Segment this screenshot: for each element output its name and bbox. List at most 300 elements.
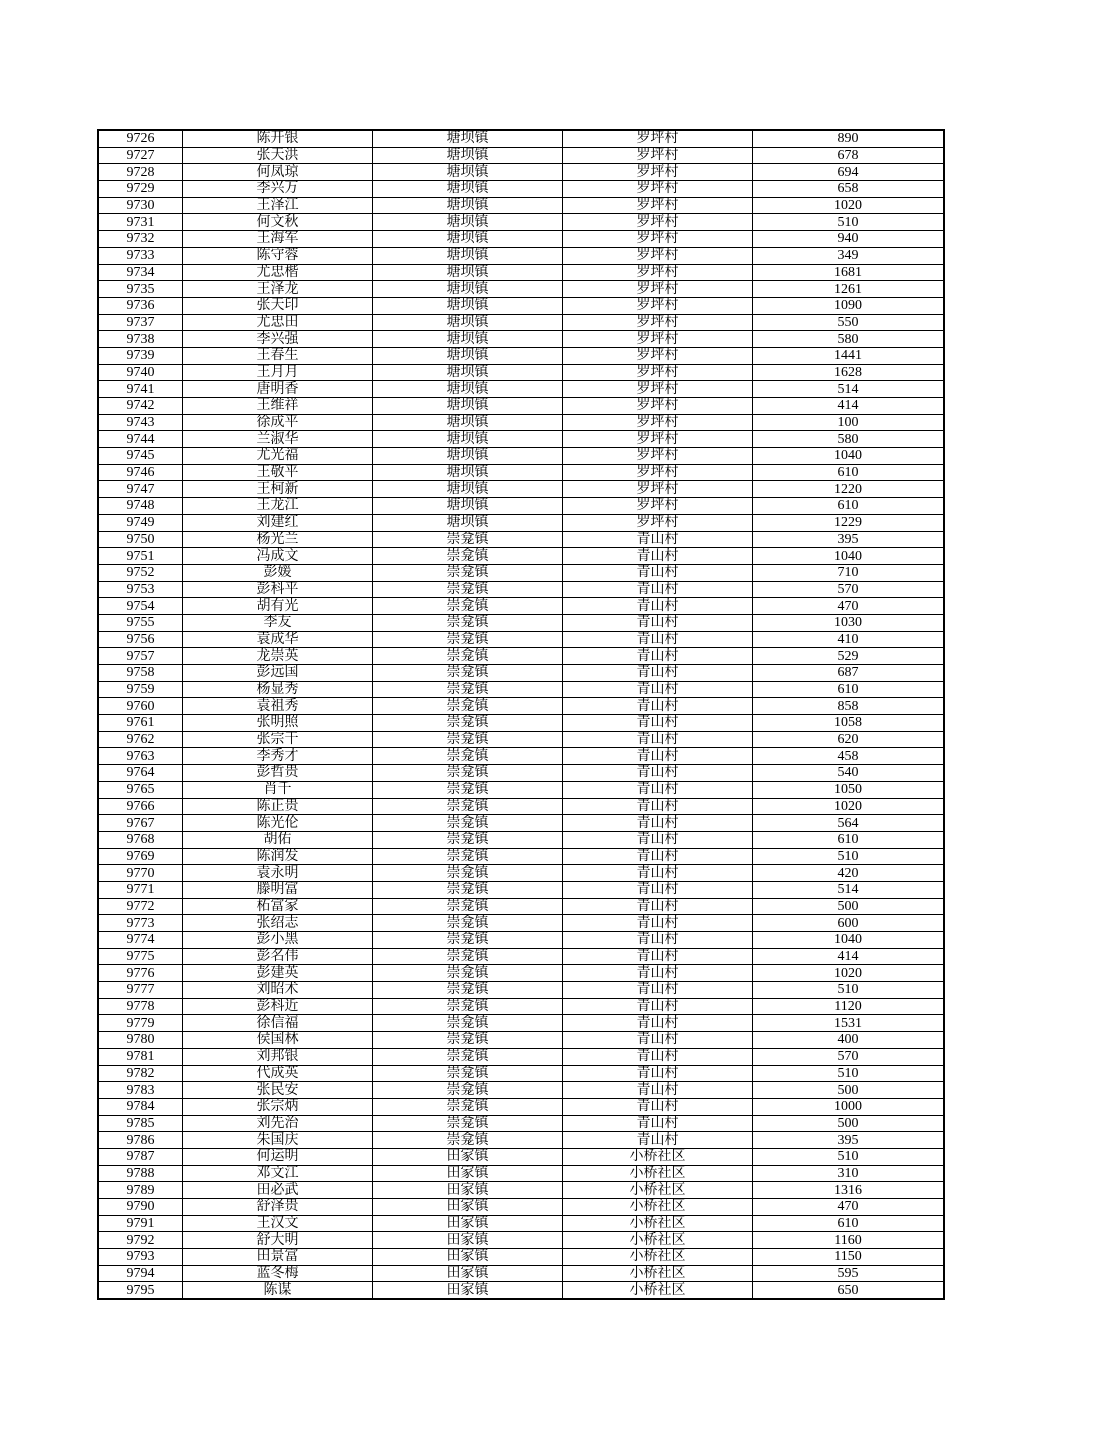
town-cell: 崇龛镇 <box>373 1032 563 1049</box>
town-cell: 田家镇 <box>373 1282 563 1299</box>
town-cell: 田家镇 <box>373 1199 563 1216</box>
village-cell: 罗坪村 <box>563 214 753 231</box>
amount-cell: 510 <box>753 848 945 865</box>
table-row <box>98 965 944 982</box>
amount-cell: 570 <box>753 1048 945 1065</box>
amount-cell: 470 <box>753 598 945 615</box>
town-cell: 崇龛镇 <box>373 1115 563 1132</box>
name-cell: 尤忠楷 <box>183 264 373 281</box>
amount-cell: 349 <box>753 247 945 264</box>
row-number-cell: 9736 <box>98 297 183 314</box>
table-row <box>98 1232 944 1249</box>
amount-cell: 500 <box>753 1115 945 1132</box>
amount-cell: 1316 <box>753 1182 945 1199</box>
name-cell: 蓝冬梅 <box>183 1265 373 1282</box>
name-cell: 刘先治 <box>183 1115 373 1132</box>
name-cell: 何运明 <box>183 1148 373 1165</box>
town-cell: 崇龛镇 <box>373 798 563 815</box>
town-cell: 崇龛镇 <box>373 564 563 581</box>
row-number-cell: 9785 <box>98 1115 183 1132</box>
row-number-cell: 9780 <box>98 1032 183 1049</box>
village-cell: 青山村 <box>563 548 753 565</box>
amount-cell: 1441 <box>753 347 945 364</box>
amount-cell: 514 <box>753 381 945 398</box>
name-cell: 袁成华 <box>183 631 373 648</box>
amount-cell: 1000 <box>753 1098 945 1115</box>
name-cell: 彭远国 <box>183 665 373 682</box>
town-cell: 塘坝镇 <box>373 364 563 381</box>
town-cell: 崇龛镇 <box>373 1065 563 1082</box>
town-cell: 崇龛镇 <box>373 1082 563 1099</box>
village-cell: 青山村 <box>563 1048 753 1065</box>
town-cell: 崇龛镇 <box>373 898 563 915</box>
row-number-cell: 9788 <box>98 1165 183 1182</box>
name-cell: 尤光福 <box>183 448 373 465</box>
name-cell: 王月月 <box>183 364 373 381</box>
name-cell: 舒大明 <box>183 1232 373 1249</box>
amount-cell: 414 <box>753 948 945 965</box>
village-cell: 罗坪村 <box>563 514 753 531</box>
amount-cell: 510 <box>753 1065 945 1082</box>
amount-cell: 610 <box>753 831 945 848</box>
town-cell: 崇龛镇 <box>373 881 563 898</box>
town-cell: 崇龛镇 <box>373 1048 563 1065</box>
village-cell: 青山村 <box>563 614 753 631</box>
row-number-cell: 9741 <box>98 381 183 398</box>
amount-cell: 550 <box>753 314 945 331</box>
row-number-cell: 9740 <box>98 364 183 381</box>
table-row <box>98 1015 944 1032</box>
name-cell: 王维祥 <box>183 398 373 415</box>
name-cell: 袁祖秀 <box>183 698 373 715</box>
amount-cell: 529 <box>753 648 945 665</box>
town-cell: 塘坝镇 <box>373 297 563 314</box>
amount-cell: 1040 <box>753 448 945 465</box>
town-cell: 塘坝镇 <box>373 414 563 431</box>
town-cell: 塘坝镇 <box>373 197 563 214</box>
town-cell: 崇龛镇 <box>373 998 563 1015</box>
table-row <box>98 514 944 531</box>
row-number-cell: 9727 <box>98 147 183 164</box>
table-row <box>98 498 944 515</box>
town-cell: 崇龛镇 <box>373 1098 563 1115</box>
table-row <box>98 1032 944 1049</box>
village-cell: 青山村 <box>563 965 753 982</box>
name-cell: 王泽江 <box>183 197 373 214</box>
table-row <box>98 130 944 147</box>
name-cell: 李兴强 <box>183 331 373 348</box>
name-cell: 尤忠田 <box>183 314 373 331</box>
town-cell: 崇龛镇 <box>373 932 563 949</box>
name-cell: 王汉文 <box>183 1215 373 1232</box>
table-row <box>98 1148 944 1165</box>
village-cell: 青山村 <box>563 865 753 882</box>
row-number-cell: 9778 <box>98 998 183 1015</box>
row-number-cell: 9761 <box>98 715 183 732</box>
table-row <box>98 865 944 882</box>
name-cell: 王柯新 <box>183 481 373 498</box>
name-cell: 王敬平 <box>183 464 373 481</box>
row-number-cell: 9768 <box>98 831 183 848</box>
row-number-cell: 9781 <box>98 1048 183 1065</box>
row-number-cell: 9756 <box>98 631 183 648</box>
village-cell: 罗坪村 <box>563 247 753 264</box>
name-cell: 刘邦银 <box>183 1048 373 1065</box>
village-cell: 罗坪村 <box>563 331 753 348</box>
amount-cell: 395 <box>753 1132 945 1149</box>
table-row <box>98 448 944 465</box>
town-cell: 崇龛镇 <box>373 731 563 748</box>
row-number-cell: 9744 <box>98 431 183 448</box>
table-row <box>98 247 944 264</box>
amount-cell: 1058 <box>753 715 945 732</box>
table-row <box>98 481 944 498</box>
village-cell: 青山村 <box>563 581 753 598</box>
amount-cell: 1681 <box>753 264 945 281</box>
amount-cell: 1020 <box>753 798 945 815</box>
table-row <box>98 665 944 682</box>
name-cell: 刘建红 <box>183 514 373 531</box>
town-cell: 崇龛镇 <box>373 865 563 882</box>
village-cell: 罗坪村 <box>563 347 753 364</box>
amount-cell: 610 <box>753 681 945 698</box>
amount-cell: 395 <box>753 531 945 548</box>
town-cell: 塘坝镇 <box>373 147 563 164</box>
amount-cell: 540 <box>753 765 945 782</box>
village-cell: 罗坪村 <box>563 197 753 214</box>
village-cell: 青山村 <box>563 531 753 548</box>
amount-cell: 1050 <box>753 781 945 798</box>
amount-cell: 1150 <box>753 1249 945 1266</box>
table-row <box>98 1265 944 1282</box>
town-cell: 崇龛镇 <box>373 598 563 615</box>
table-row <box>98 297 944 314</box>
name-cell: 陈开银 <box>183 130 373 147</box>
town-cell: 崇龛镇 <box>373 1015 563 1032</box>
row-number-cell: 9792 <box>98 1232 183 1249</box>
row-number-cell: 9787 <box>98 1148 183 1165</box>
row-number-cell: 9786 <box>98 1132 183 1149</box>
amount-cell: 1120 <box>753 998 945 1015</box>
village-cell: 青山村 <box>563 1065 753 1082</box>
name-cell: 王龙江 <box>183 498 373 515</box>
row-number-cell: 9769 <box>98 848 183 865</box>
town-cell: 田家镇 <box>373 1148 563 1165</box>
table-row <box>98 698 944 715</box>
village-cell: 罗坪村 <box>563 464 753 481</box>
table-row <box>98 1215 944 1232</box>
table-row <box>98 147 944 164</box>
amount-cell: 1020 <box>753 965 945 982</box>
data-table <box>97 129 945 1300</box>
table-row <box>98 464 944 481</box>
name-cell: 袁永明 <box>183 865 373 882</box>
town-cell: 塘坝镇 <box>373 381 563 398</box>
village-cell: 罗坪村 <box>563 398 753 415</box>
table-row <box>98 581 944 598</box>
town-cell: 崇龛镇 <box>373 831 563 848</box>
village-cell: 罗坪村 <box>563 164 753 181</box>
table-row <box>98 915 944 932</box>
row-number-cell: 9779 <box>98 1015 183 1032</box>
amount-cell: 510 <box>753 1148 945 1165</box>
village-cell: 青山村 <box>563 815 753 832</box>
row-number-cell: 9731 <box>98 214 183 231</box>
town-cell: 崇龛镇 <box>373 548 563 565</box>
table-row <box>98 548 944 565</box>
row-number-cell: 9783 <box>98 1082 183 1099</box>
town-cell: 崇龛镇 <box>373 965 563 982</box>
town-cell: 崇龛镇 <box>373 765 563 782</box>
village-cell: 青山村 <box>563 781 753 798</box>
table-row <box>98 1115 944 1132</box>
name-cell: 冯成文 <box>183 548 373 565</box>
table-row <box>98 715 944 732</box>
amount-cell: 1160 <box>753 1232 945 1249</box>
village-cell: 罗坪村 <box>563 364 753 381</box>
name-cell: 彭科平 <box>183 581 373 598</box>
town-cell: 崇龛镇 <box>373 715 563 732</box>
table-row <box>98 564 944 581</box>
row-number-cell: 9753 <box>98 581 183 598</box>
table-row <box>98 881 944 898</box>
name-cell: 胡有光 <box>183 598 373 615</box>
row-number-cell: 9760 <box>98 698 183 715</box>
amount-cell: 658 <box>753 181 945 198</box>
name-cell: 李友 <box>183 614 373 631</box>
village-cell: 罗坪村 <box>563 130 753 147</box>
name-cell: 彭建英 <box>183 965 373 982</box>
table-row <box>98 398 944 415</box>
name-cell: 杨光兰 <box>183 531 373 548</box>
table-row <box>98 1132 944 1149</box>
town-cell: 塘坝镇 <box>373 431 563 448</box>
table-row <box>98 765 944 782</box>
amount-cell: 420 <box>753 865 945 882</box>
village-cell: 小桥社区 <box>563 1165 753 1182</box>
village-cell: 青山村 <box>563 698 753 715</box>
row-number-cell: 9726 <box>98 130 183 147</box>
town-cell: 崇龛镇 <box>373 848 563 865</box>
name-cell: 陈光伦 <box>183 815 373 832</box>
name-cell: 何文秋 <box>183 214 373 231</box>
town-cell: 崇龛镇 <box>373 698 563 715</box>
name-cell: 张宗炳 <box>183 1098 373 1115</box>
amount-cell: 500 <box>753 1082 945 1099</box>
row-number-cell: 9757 <box>98 648 183 665</box>
amount-cell: 694 <box>753 164 945 181</box>
town-cell: 崇龛镇 <box>373 815 563 832</box>
row-number-cell: 9746 <box>98 464 183 481</box>
amount-cell: 1261 <box>753 281 945 298</box>
row-number-cell: 9730 <box>98 197 183 214</box>
row-number-cell: 9748 <box>98 498 183 515</box>
town-cell: 塘坝镇 <box>373 514 563 531</box>
row-number-cell: 9762 <box>98 731 183 748</box>
village-cell: 罗坪村 <box>563 498 753 515</box>
amount-cell: 500 <box>753 898 945 915</box>
name-cell: 李兴万 <box>183 181 373 198</box>
amount-cell: 610 <box>753 498 945 515</box>
table-row <box>98 531 944 548</box>
town-cell: 崇龛镇 <box>373 1132 563 1149</box>
row-number-cell: 9775 <box>98 948 183 965</box>
village-cell: 小桥社区 <box>563 1265 753 1282</box>
name-cell: 王泽龙 <box>183 281 373 298</box>
village-cell: 青山村 <box>563 1115 753 1132</box>
name-cell: 张天印 <box>183 297 373 314</box>
table-row <box>98 1182 944 1199</box>
town-cell: 塘坝镇 <box>373 398 563 415</box>
amount-cell: 595 <box>753 1265 945 1282</box>
town-cell: 崇龛镇 <box>373 631 563 648</box>
village-cell: 青山村 <box>563 1032 753 1049</box>
village-cell: 罗坪村 <box>563 147 753 164</box>
row-number-cell: 9763 <box>98 748 183 765</box>
table-row <box>98 598 944 615</box>
village-cell: 青山村 <box>563 665 753 682</box>
amount-cell: 610 <box>753 1215 945 1232</box>
village-cell: 青山村 <box>563 681 753 698</box>
village-cell: 青山村 <box>563 1015 753 1032</box>
table-row <box>98 231 944 248</box>
name-cell: 柘富家 <box>183 898 373 915</box>
amount-cell: 710 <box>753 564 945 581</box>
row-number-cell: 9749 <box>98 514 183 531</box>
row-number-cell: 9732 <box>98 231 183 248</box>
row-number-cell: 9772 <box>98 898 183 915</box>
row-number-cell: 9789 <box>98 1182 183 1199</box>
row-number-cell: 9758 <box>98 665 183 682</box>
village-cell: 小桥社区 <box>563 1282 753 1299</box>
row-number-cell: 9742 <box>98 398 183 415</box>
amount-cell: 470 <box>753 1199 945 1216</box>
town-cell: 塘坝镇 <box>373 314 563 331</box>
name-cell: 徐信福 <box>183 1015 373 1032</box>
village-cell: 青山村 <box>563 564 753 581</box>
table-row <box>98 364 944 381</box>
village-cell: 罗坪村 <box>563 431 753 448</box>
town-cell: 崇龛镇 <box>373 915 563 932</box>
name-cell: 刘昭术 <box>183 982 373 999</box>
name-cell: 陈正贵 <box>183 798 373 815</box>
village-cell: 罗坪村 <box>563 381 753 398</box>
village-cell: 青山村 <box>563 948 753 965</box>
name-cell: 张明照 <box>183 715 373 732</box>
town-cell: 崇龛镇 <box>373 581 563 598</box>
row-number-cell: 9739 <box>98 347 183 364</box>
row-number-cell: 9793 <box>98 1249 183 1266</box>
village-cell: 罗坪村 <box>563 181 753 198</box>
village-cell: 青山村 <box>563 915 753 932</box>
row-number-cell: 9728 <box>98 164 183 181</box>
village-cell: 小桥社区 <box>563 1148 753 1165</box>
amount-cell: 570 <box>753 581 945 598</box>
name-cell: 侯国林 <box>183 1032 373 1049</box>
table-row <box>98 948 944 965</box>
village-cell: 罗坪村 <box>563 448 753 465</box>
amount-cell: 890 <box>753 130 945 147</box>
village-cell: 青山村 <box>563 1082 753 1099</box>
table-row <box>98 181 944 198</box>
table-row <box>98 648 944 665</box>
amount-cell: 858 <box>753 698 945 715</box>
row-number-cell: 9759 <box>98 681 183 698</box>
amount-cell: 458 <box>753 748 945 765</box>
table-row <box>98 898 944 915</box>
town-cell: 崇龛镇 <box>373 948 563 965</box>
village-cell: 青山村 <box>563 898 753 915</box>
name-cell: 彭名伟 <box>183 948 373 965</box>
name-cell: 代成英 <box>183 1065 373 1082</box>
table-row <box>98 831 944 848</box>
row-number-cell: 9765 <box>98 781 183 798</box>
table-row <box>98 1048 944 1065</box>
row-number-cell: 9767 <box>98 815 183 832</box>
table-row <box>98 431 944 448</box>
village-cell: 青山村 <box>563 932 753 949</box>
village-cell: 青山村 <box>563 1132 753 1149</box>
table-row <box>98 1249 944 1266</box>
name-cell: 胡佑 <box>183 831 373 848</box>
amount-cell: 1229 <box>753 514 945 531</box>
name-cell: 彭科近 <box>183 998 373 1015</box>
name-cell: 陈谋 <box>183 1282 373 1299</box>
row-number-cell: 9766 <box>98 798 183 815</box>
name-cell: 陈润发 <box>183 848 373 865</box>
name-cell: 彭小黑 <box>183 932 373 949</box>
name-cell: 朱国庆 <box>183 1132 373 1149</box>
row-number-cell: 9777 <box>98 982 183 999</box>
town-cell: 田家镇 <box>373 1165 563 1182</box>
amount-cell: 1040 <box>753 932 945 949</box>
village-cell: 罗坪村 <box>563 264 753 281</box>
village-cell: 青山村 <box>563 598 753 615</box>
table-row <box>98 1082 944 1099</box>
table-row <box>98 681 944 698</box>
village-cell: 罗坪村 <box>563 481 753 498</box>
row-number-cell: 9738 <box>98 331 183 348</box>
name-cell: 张天洪 <box>183 147 373 164</box>
table-row <box>98 264 944 281</box>
row-number-cell: 9773 <box>98 915 183 932</box>
name-cell: 王春生 <box>183 347 373 364</box>
name-cell: 张宗干 <box>183 731 373 748</box>
village-cell: 青山村 <box>563 765 753 782</box>
row-number-cell: 9743 <box>98 414 183 431</box>
town-cell: 田家镇 <box>373 1182 563 1199</box>
table-body <box>98 130 944 1299</box>
row-number-cell: 9771 <box>98 881 183 898</box>
amount-cell: 310 <box>753 1165 945 1182</box>
village-cell: 青山村 <box>563 748 753 765</box>
row-number-cell: 9735 <box>98 281 183 298</box>
amount-cell: 610 <box>753 464 945 481</box>
town-cell: 塘坝镇 <box>373 214 563 231</box>
row-number-cell: 9734 <box>98 264 183 281</box>
village-cell: 小桥社区 <box>563 1215 753 1232</box>
town-cell: 塘坝镇 <box>373 448 563 465</box>
row-number-cell: 9790 <box>98 1199 183 1216</box>
table-row <box>98 1199 944 1216</box>
amount-cell: 400 <box>753 1032 945 1049</box>
name-cell: 兰淑华 <box>183 431 373 448</box>
row-number-cell: 9729 <box>98 181 183 198</box>
row-number-cell: 9747 <box>98 481 183 498</box>
village-cell: 青山村 <box>563 1098 753 1115</box>
row-number-cell: 9745 <box>98 448 183 465</box>
town-cell: 崇龛镇 <box>373 781 563 798</box>
